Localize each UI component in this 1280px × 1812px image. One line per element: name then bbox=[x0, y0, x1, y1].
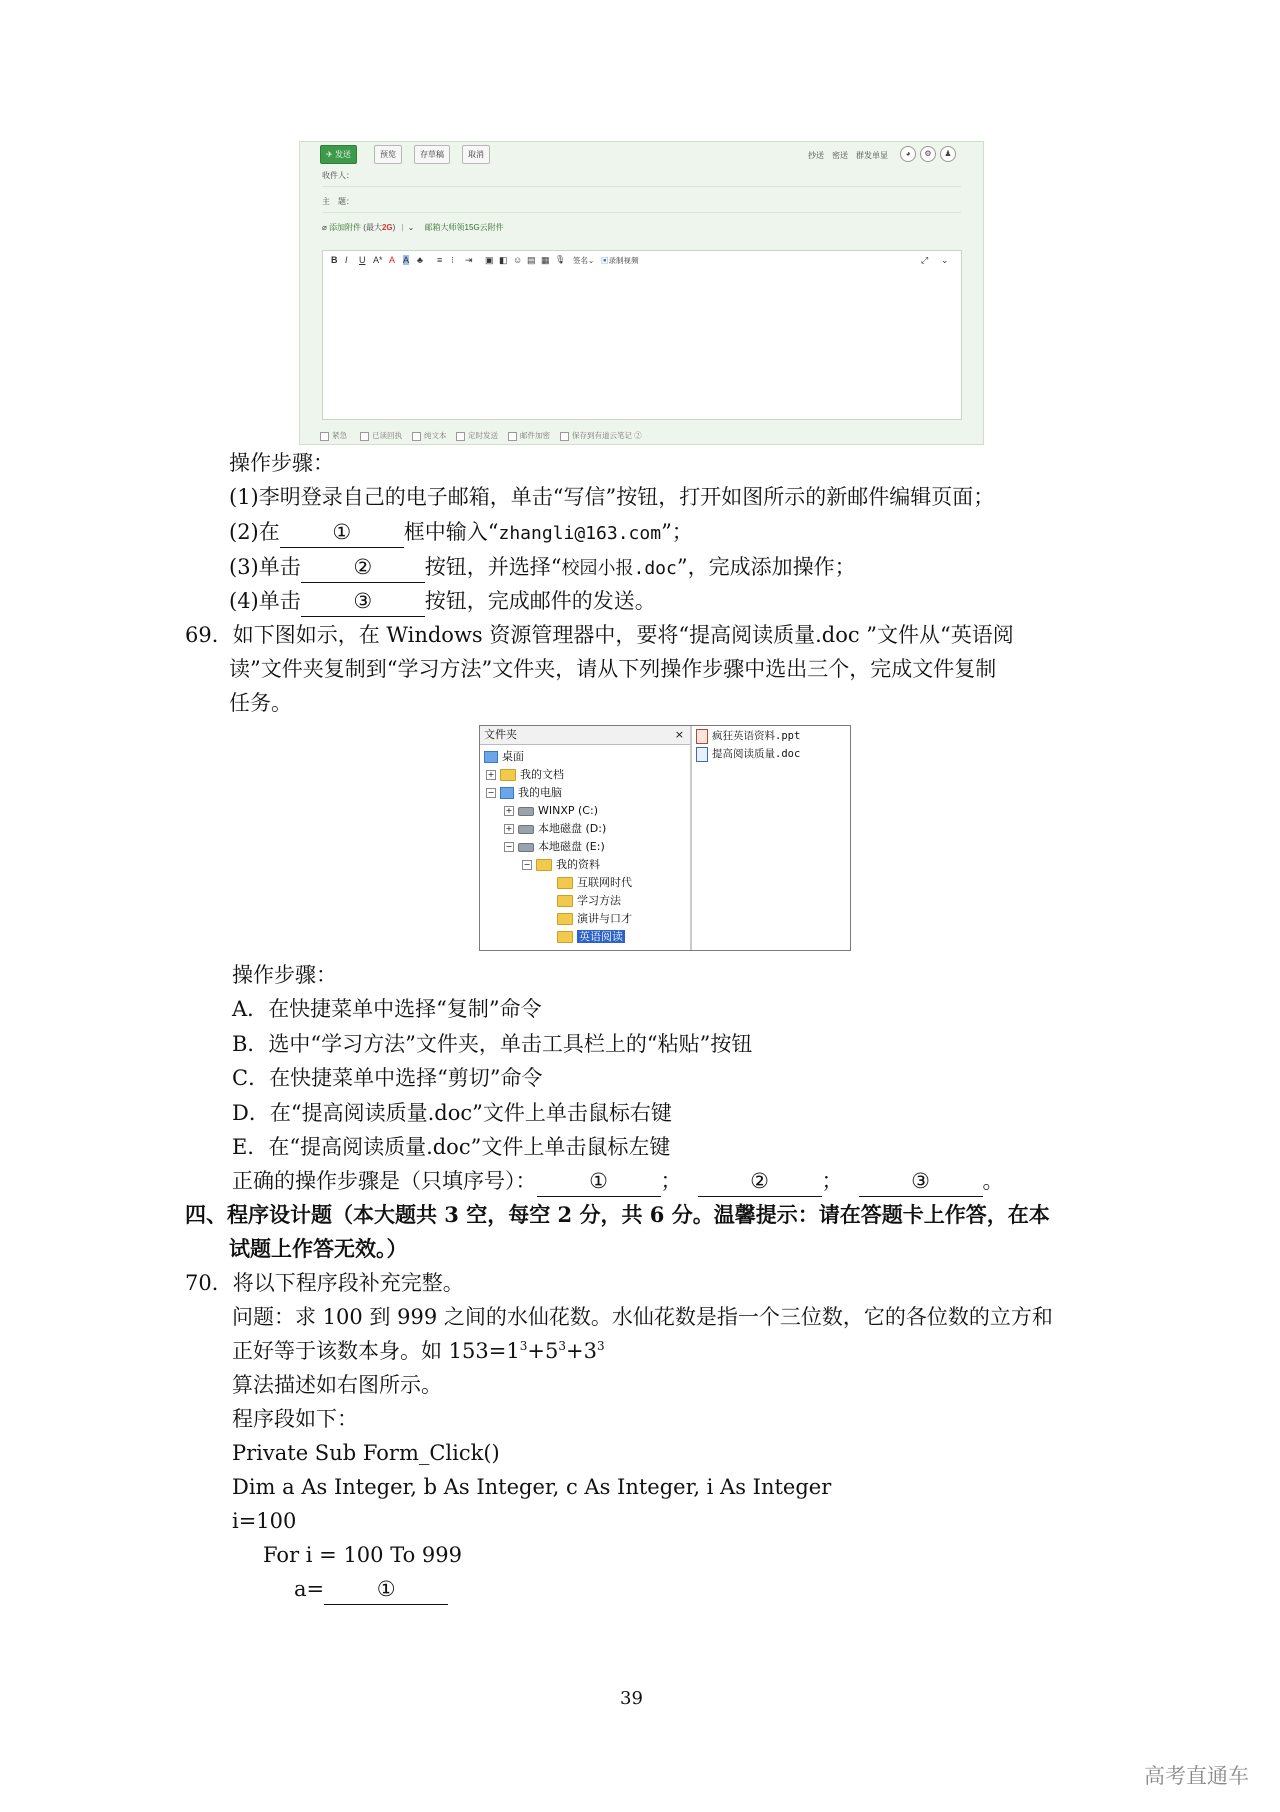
signature-dropdown[interactable]: 签名⌄ bbox=[573, 256, 595, 265]
code-line-1: Private Sub Form_Click() bbox=[232, 1441, 500, 1465]
q69-text-line-1: 69．如下图如示，在 Windows 资源管理器中，要将“提高阅读质量.doc ”文件从“英语阅 bbox=[185, 623, 1014, 647]
template-icon[interactable]: ▤ bbox=[527, 255, 536, 265]
collapse-icon[interactable]: − bbox=[523, 860, 531, 869]
tree-speech-eloquence[interactable]: 演讲与口才 bbox=[557, 910, 632, 927]
q70-code-intro: 程序段如下： bbox=[232, 1407, 358, 1431]
add-contact-icon[interactable]: ♟ bbox=[940, 146, 956, 162]
folder-open-icon bbox=[557, 931, 573, 943]
folder-icon bbox=[536, 859, 552, 871]
format-icon[interactable]: ♣ bbox=[417, 255, 423, 265]
send-button[interactable]: ✈ 发送 bbox=[320, 145, 357, 164]
font-size-icon[interactable]: A* bbox=[373, 255, 383, 265]
attachment-size-prefix: (最大 bbox=[363, 223, 382, 232]
option-read-receipt[interactable]: 已读回执 bbox=[360, 430, 402, 441]
checkbox-icon bbox=[456, 432, 465, 441]
folder-icon bbox=[500, 769, 516, 781]
tree-internet-era[interactable]: 互联网时代 bbox=[557, 874, 632, 891]
tree-drive-c[interactable]: + WINXP (C:) bbox=[505, 804, 598, 817]
microphone-icon[interactable]: 🎙 bbox=[555, 255, 566, 264]
q70-title: 70．将以下程序段补充完整。 bbox=[185, 1271, 464, 1295]
q69-text-line-2: 读”文件夹复制到“学习方法”文件夹，请从下列操作步骤中选出三个，完成文件复制 bbox=[229, 657, 997, 681]
code-line-5: a= ① bbox=[294, 1574, 448, 1605]
tree-drive-e[interactable]: − 本地磁盘 (E:) bbox=[505, 840, 605, 853]
page-number: 39 bbox=[620, 1688, 643, 1709]
table-icon[interactable]: ▦ bbox=[541, 255, 550, 265]
q69-option-c: C．在快捷菜单中选择“剪切”命令 bbox=[232, 1066, 543, 1090]
answer-blank[interactable]: ② bbox=[698, 1166, 822, 1197]
paperclip-icon: ⌀ bbox=[322, 223, 327, 232]
recipient-label: 收件人： bbox=[322, 171, 354, 180]
expand-icon[interactable]: + bbox=[487, 770, 495, 779]
record-video-label: 录制视频 bbox=[608, 256, 639, 265]
answer-blank[interactable]: ③ bbox=[859, 1166, 983, 1197]
checkbox-icon bbox=[508, 432, 517, 441]
theme-icon[interactable]: ◕ bbox=[900, 146, 916, 162]
option-urgent[interactable]: 紧急 bbox=[320, 430, 347, 441]
tree-my-documents[interactable]: + 我的文档 bbox=[487, 768, 564, 781]
file-ppt[interactable]: 疯狂英语资料.ppt bbox=[696, 728, 800, 745]
collapse-icon[interactable]: − bbox=[487, 788, 495, 797]
q69-steps-title: 操作步骤： bbox=[232, 963, 337, 987]
computer-icon bbox=[500, 787, 514, 799]
q68-steps-title: 操作步骤： bbox=[229, 451, 334, 475]
bcc-link[interactable]: 密送 bbox=[832, 151, 848, 160]
checkbox-icon bbox=[320, 432, 329, 441]
emoji-icon[interactable]: ☺ bbox=[513, 255, 523, 265]
q70-algorithm-note: 算法描述如右图所示。 bbox=[232, 1373, 442, 1397]
code-line-3: i=100 bbox=[232, 1509, 297, 1533]
code-line-2: Dim a As Integer, b As Integer, c As Integer, i As Integer bbox=[232, 1475, 832, 1499]
q69-option-d: D．在“提高阅读质量.doc”文件上单击鼠标右键 bbox=[232, 1101, 672, 1125]
option-plain-text[interactable]: 纯文本 bbox=[412, 430, 447, 441]
tree-my-computer[interactable]: − 我的电脑 bbox=[487, 786, 562, 799]
expand-icon[interactable]: + bbox=[505, 806, 513, 815]
align-icon[interactable]: ≡ bbox=[437, 255, 443, 265]
folder-icon bbox=[557, 895, 573, 907]
option-encrypt[interactable]: 邮件加密 bbox=[508, 430, 550, 441]
chevron-down-icon[interactable]: ⌄ bbox=[407, 223, 415, 232]
tree-desktop[interactable]: 桌面 bbox=[484, 748, 524, 765]
answer-blank[interactable]: ③ bbox=[301, 586, 425, 617]
folder-pane-title: 文件夹 bbox=[484, 728, 517, 741]
powerpoint-file-icon bbox=[696, 729, 708, 744]
code-line-4: For i = 100 To 999 bbox=[263, 1543, 462, 1567]
q69-answer-line: 正确的操作步骤是（只填序号）： ① ； ② ； ③ 。 bbox=[232, 1166, 1004, 1197]
tree-drive-d[interactable]: + 本地磁盘 (D:) bbox=[505, 822, 607, 835]
underline-icon[interactable]: U bbox=[359, 255, 366, 265]
q70-problem-line-2: 正好等于该数本身。如 $153=1^3+5^3+3^3$ bbox=[232, 1339, 605, 1363]
q69-text-line-3: 任务。 bbox=[229, 691, 292, 715]
screenshot-icon[interactable]: ◧ bbox=[499, 255, 508, 265]
fullscreen-icon[interactable]: ⤢ bbox=[921, 255, 929, 265]
answer-blank[interactable]: ① bbox=[537, 1166, 661, 1197]
option-scheduled-send[interactable]: 定时发送 bbox=[456, 430, 498, 441]
attachment-size-limit: 2G bbox=[381, 223, 393, 232]
q68-step-2: (2)在 ① 框中输入“zhangli@163.com”； bbox=[229, 517, 693, 549]
file-doc[interactable]: 提高阅读质量.doc bbox=[696, 746, 800, 763]
answer-blank[interactable]: ② bbox=[301, 552, 425, 583]
expand-icon[interactable]: + bbox=[505, 824, 513, 833]
folder-icon bbox=[557, 877, 573, 889]
tree-my-data[interactable]: − 我的资料 bbox=[523, 858, 600, 871]
explorer-screenshot bbox=[479, 725, 851, 951]
attachment-row: ⌀ 添加附件 (最大2G) | ⌄ 邮箱大师领15G云附件 bbox=[322, 223, 504, 232]
email-composer-screenshot bbox=[299, 141, 984, 445]
separate-send-link[interactable]: 群发单显 bbox=[856, 151, 888, 160]
add-attachment-link[interactable]: 添加附件 bbox=[329, 223, 362, 232]
answer-blank[interactable]: ① bbox=[324, 1574, 448, 1605]
section-4-heading-line-2: 试题上作答无效。） bbox=[229, 1236, 408, 1261]
q69-option-e: E．在“提高阅读质量.doc”文件上单击鼠标左键 bbox=[232, 1135, 671, 1159]
drive-icon bbox=[518, 807, 534, 816]
list-icon[interactable]: ⁝ bbox=[451, 255, 454, 265]
cloud-attachment-link[interactable]: 邮箱大师领15G云附件 bbox=[424, 223, 504, 232]
font-color-icon[interactable]: A bbox=[389, 255, 396, 265]
watermark: 高考直通车 bbox=[1144, 1764, 1249, 1788]
folder-icon bbox=[557, 913, 573, 925]
tree-english-reading[interactable]: 英语阅读 bbox=[557, 928, 625, 945]
drive-icon bbox=[518, 843, 534, 852]
highlight-icon[interactable]: A bbox=[403, 255, 410, 265]
preview-button[interactable]: 预览 bbox=[374, 145, 402, 164]
folder-tree-pane bbox=[480, 726, 692, 950]
q69-option-b: B．选中“学习方法”文件夹，单击工具栏上的“粘贴”按钮 bbox=[232, 1032, 753, 1056]
close-icon[interactable]: × bbox=[674, 728, 684, 741]
recipient-field[interactable] bbox=[322, 166, 961, 187]
tree-study-methods[interactable]: 学习方法 bbox=[557, 892, 621, 909]
option-save-to-notes[interactable]: 保存到有道云笔记 ② bbox=[560, 430, 642, 441]
q69-option-a: A．在快捷菜单中选择“复制”命令 bbox=[232, 997, 542, 1021]
q68-step-4: (4)单击 ③ 按钮，完成邮件的发送。 bbox=[229, 586, 656, 617]
italic-icon[interactable]: I bbox=[345, 255, 348, 265]
message-editor[interactable] bbox=[322, 250, 962, 420]
q68-step-1: (1)李明登录自己的电子邮箱，单击“写信”按钮，打开如图所示的新邮件编辑页面； bbox=[229, 485, 995, 509]
answer-blank[interactable]: ① bbox=[280, 517, 404, 548]
desktop-icon bbox=[484, 751, 498, 763]
drive-icon bbox=[518, 825, 534, 834]
subject-label: 主 题： bbox=[322, 197, 354, 206]
checkbox-icon bbox=[412, 432, 421, 441]
collapse-icon[interactable]: − bbox=[505, 842, 513, 851]
collapse-icon[interactable]: ⌄ bbox=[941, 255, 949, 265]
section-4-heading-line-1: 四、程序设计题（本大题共 3 空，每空 2 分，共 6 分。温馨提示：请在答题卡上作答，在本 bbox=[185, 1202, 1050, 1227]
checkbox-icon bbox=[560, 432, 569, 441]
folder-pane-header bbox=[480, 726, 690, 745]
gear-icon[interactable]: ⚙ bbox=[920, 146, 936, 162]
indent-icon[interactable]: ⇥ bbox=[465, 255, 473, 265]
q70-problem-line-1: 问题：求 100 到 999 之间的水仙花数。水仙花数是指一个三位数，它的各位数的立方和 bbox=[232, 1305, 1053, 1329]
save-draft-button[interactable]: 存草稿 bbox=[414, 145, 450, 164]
cancel-button[interactable]: 取消 bbox=[462, 145, 490, 164]
bold-icon[interactable]: B bbox=[331, 255, 338, 265]
image-icon[interactable]: ▣ bbox=[485, 255, 494, 265]
q68-step-3: (3)单击 ② 按钮，并选择“校园小报.doc”，完成添加操作； bbox=[229, 552, 856, 584]
checkbox-icon bbox=[360, 432, 369, 441]
attachment-size-suffix: ) bbox=[392, 223, 396, 232]
word-file-icon bbox=[696, 747, 708, 762]
record-video-button[interactable]: ▣录制视频 bbox=[601, 256, 639, 265]
signature-label: 签名 bbox=[573, 256, 588, 265]
subject-field[interactable] bbox=[322, 192, 961, 213]
cc-link[interactable]: 抄送 bbox=[808, 151, 824, 160]
